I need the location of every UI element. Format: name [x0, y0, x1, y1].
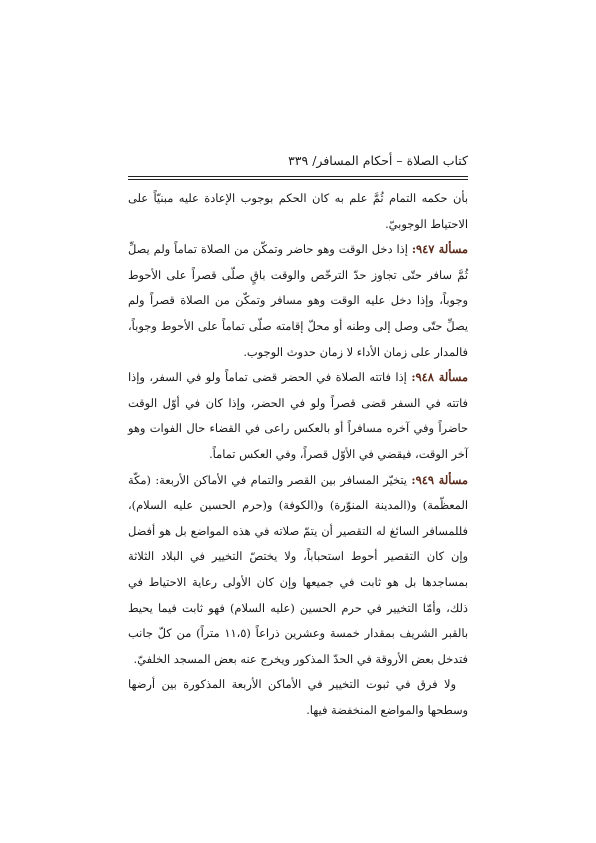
paragraph-text: يتخيّر المسافر بين القصر والتمام في الأماكن الأربعة: (مكّة المعظّمة) و(المدينة المنوّرة) و(الكوفة) و(حرم الحسين عليه السلام)، فللمسافر السائغ له التقصير أن يتمّ صلاته في هذه المواضع بل هو أفضل وإن كان التقصير أحوط استحباباً، ولا يختصّ التخيير في البلاد الثلاثة بمساجدها بل هو ثابت في جميعها وإن كان الأولى رعاية الاحتياط في ذلك، وأمّا التخيير في حرم الحسين (عليه السلام) فهو ثابت فيما يحيط بالقبر الشريف بمقدار خمسة وعشرين ذراعاً (١١،٥ متراً) من كلّ جانب فتدخل بعض الأروقة في الحدّ المذكور ويخرج عنه بعض المسجد الخلفيّ. [128, 472, 469, 666]
masala-949 [128, 468, 468, 673]
header-rule-bottom [128, 179, 468, 180]
paragraph-text: بأن حكمه التمام ثُمَّ علم به كان الحكم بوجوب الإعادة عليه مبنيّاً على الاحتياط الوجوبيّ. [128, 191, 468, 231]
masala-947 [128, 237, 468, 365]
page-body [128, 186, 468, 723]
header-rule-top [128, 176, 468, 177]
paragraph-final [128, 672, 468, 723]
masala-948 [128, 365, 468, 467]
paragraph-text: ولا فرق في ثبوت التخيير في الأماكن الأربعة المذكورة بين أرضها وسطحها والمواضع المنخفضة فيها. [128, 677, 468, 717]
paragraph-text: إذا دخل الوقت وهو حاضر وتمكّن من الصلاة تماماً ولم يصلِّ ثُمَّ سافر حتّى تجاوز حدّ الترخّص والوقت باقٍ صلّى قصراً على الأحوط وجوباً، وإذا دخل عليه الوقت وهو مسافر وتمكّن من الصلاة قصراً ولم يصلِّ حتّى وصل إلى وطنه أو محلّ إقامته صلّى تماماً على الأحوط وجوباً، فالمدار على زمان الأداء لا زمان حدوث الوجوب. [128, 242, 468, 359]
paragraph-text: إذا فاتته الصلاة في الحضر قضى تماماً ولو في السفر، وإذا فاتته في السفر قضى قصراً ولو في الحضر، وإذا كان في أوّل الوقت حاضراً وفي آخره مسافراً أو بالعكس راعى في القضاء حال الفوات وهو آخر الوقت، فيقضي في الأوّل قصراً، وفي العكس تماماً. [128, 370, 468, 461]
paragraph-continuation [128, 186, 468, 237]
running-header: كتاب الصلاة – أحكام المسافر/ ٣٣٩ [288, 153, 468, 168]
masala-label: مسألة ٩٤٧: [411, 242, 468, 257]
masala-label: مسألة ٩٤٩: [411, 472, 468, 487]
masala-label: مسألة ٩٤٨: [411, 370, 469, 385]
